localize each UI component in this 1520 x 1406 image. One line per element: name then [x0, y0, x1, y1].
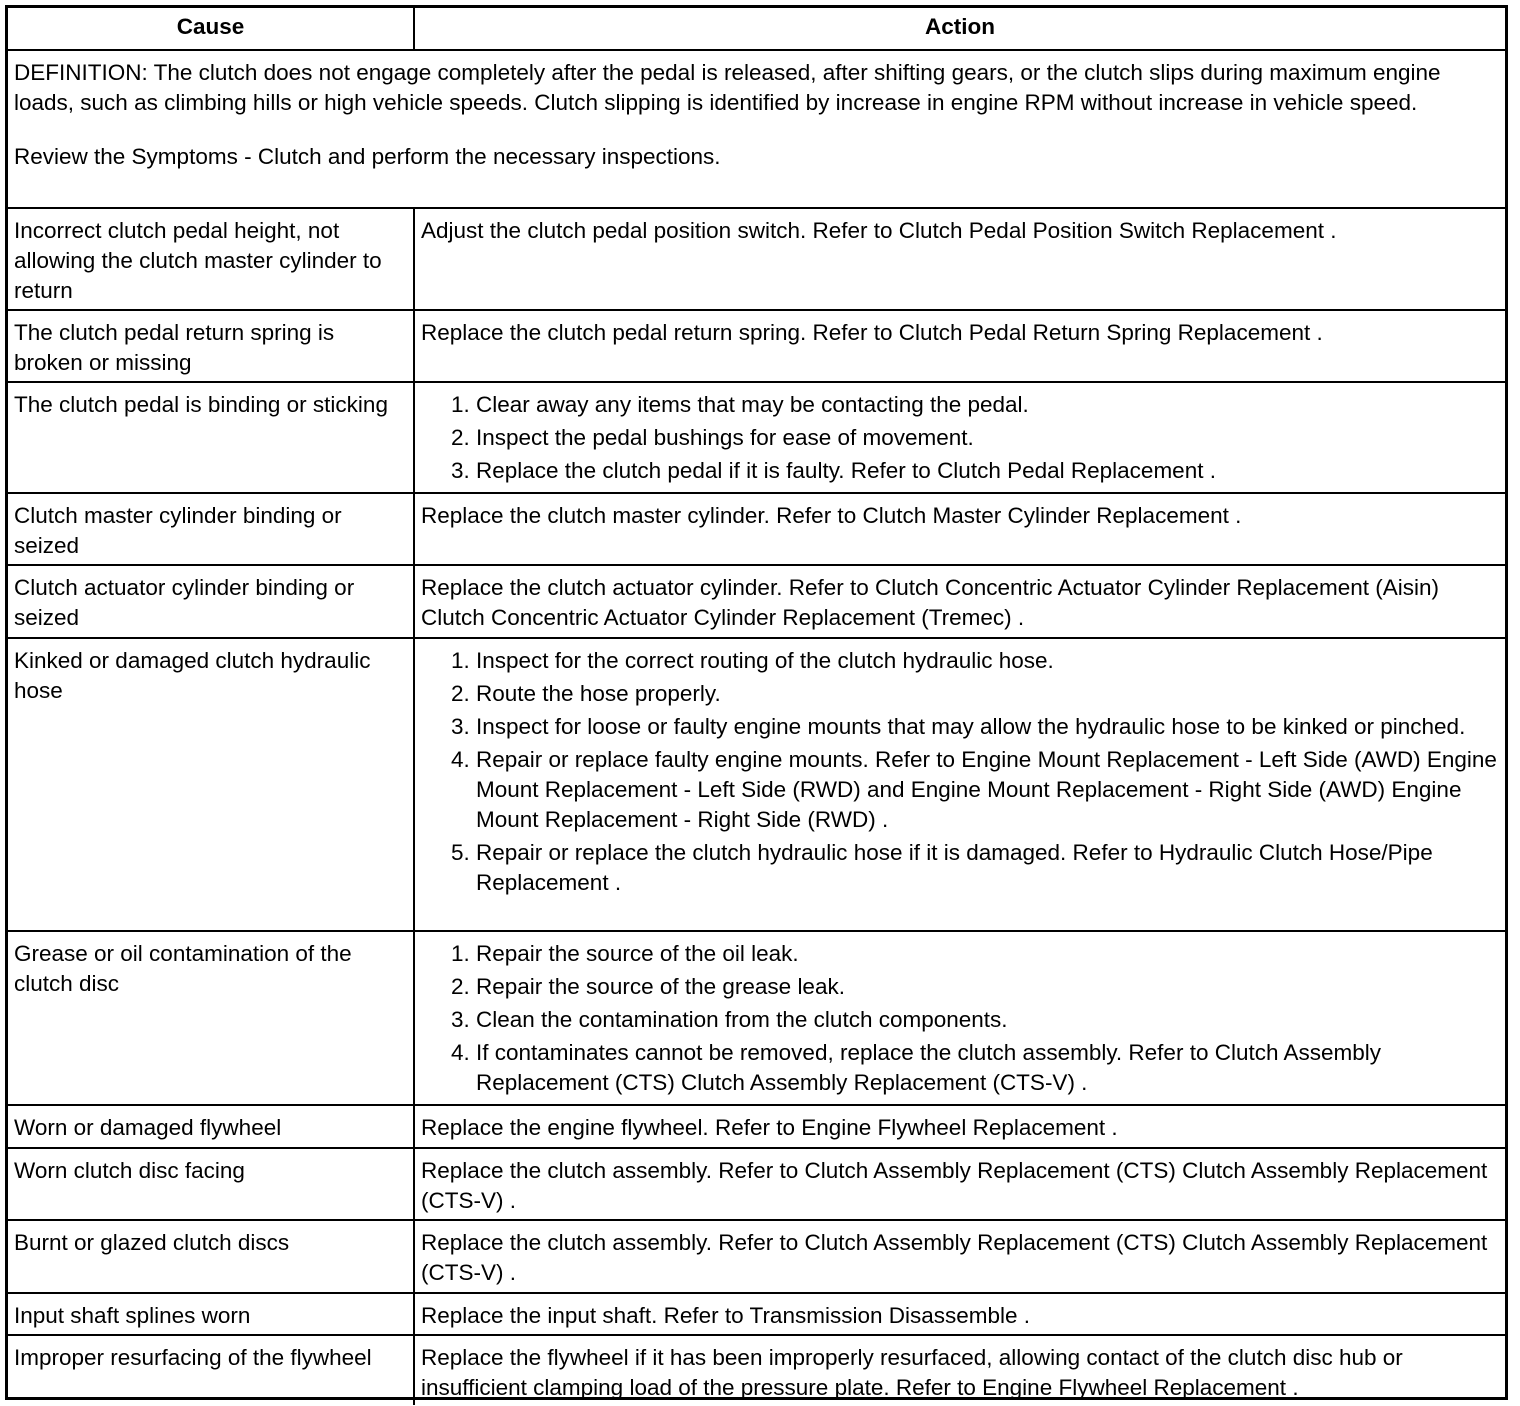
cause-cell: Burnt or glazed clutch discs — [8, 1220, 414, 1293]
action-cell: Replace the clutch assembly. Refer to Clutch Assembly Replacement (CTS) Clutch Assembly Replacement (CTS-V) . — [414, 1220, 1505, 1293]
table-row — [8, 382, 1505, 493]
table-row — [8, 565, 1505, 638]
action-cell — [414, 931, 1505, 1105]
header-row — [8, 8, 1505, 50]
table-row — [8, 1148, 1505, 1220]
action-cell: Replace the flywheel if it has been improperly resurfaced, allowing contact of the clutch disc hub or insufficient clamping load of the pressure plate. Refer to Engine Flywheel Replacement . — [414, 1335, 1505, 1405]
cause-cell: Worn clutch disc facing — [8, 1148, 414, 1220]
action-step: 2. Repair the source of the grease leak. — [476, 972, 1499, 1002]
table-row — [8, 638, 1505, 931]
table-row — [8, 310, 1505, 382]
action-cell: Replace the clutch assembly. Refer to Clutch Assembly Replacement (CTS) Clutch Assembly Replacement (CTS-V) . — [414, 1148, 1505, 1220]
action-step: 1. Clear away any items that may be contacting the pedal. — [476, 390, 1499, 420]
action-step: 1. Inspect for the correct routing of the clutch hydraulic hose. — [476, 646, 1499, 676]
definition-text: DEFINITION: The clutch does not engage completely after the pedal is released, after shifting gears, or the clutch slips during maximum engine loads, such as climbing hills or high vehicle speeds. Clutch slipping is identified by increase in engine RPM without increase in vehicle speed. — [14, 60, 1441, 115]
cause-cell: Clutch actuator cylinder binding or seized — [8, 565, 414, 638]
diagnostic-table — [8, 8, 1505, 1405]
cause-cell: Grease or oil contamination of the clutch disc — [8, 931, 414, 1105]
cause-cell: The clutch pedal is binding or sticking — [8, 382, 414, 493]
action-cell: Replace the engine flywheel. Refer to Engine Flywheel Replacement . — [414, 1105, 1505, 1148]
cause-cell: Kinked or damaged clutch hydraulic hose — [8, 638, 414, 931]
cause-cell: Input shaft splines worn — [8, 1293, 414, 1335]
cause-cell: Improper resurfacing of the flywheel — [8, 1335, 414, 1405]
action-cell: Adjust the clutch pedal position switch. Refer to Clutch Pedal Position Switch Replacement . — [414, 208, 1505, 310]
action-step: 4. Repair or replace faulty engine mounts. Refer to Engine Mount Replacement - Left Side (AWD) Engine Mount Replacement - Left Side (RWD) and Engine Mount Replacement - Right Side (AWD) Engine Mount Replacement - Right Side (RWD) . — [476, 745, 1499, 835]
table-row — [8, 931, 1505, 1105]
table-row — [8, 1293, 1505, 1335]
cause-cell: Clutch master cylinder binding or seized — [8, 493, 414, 565]
review-symptoms-text: Review the Symptoms - Clutch and perform the necessary inspections. — [14, 144, 721, 169]
action-cell: Replace the clutch pedal return spring. Refer to Clutch Pedal Return Spring Replacement . — [414, 310, 1505, 382]
table-row — [8, 208, 1505, 310]
table-row — [8, 1335, 1505, 1405]
diagnostic-table-frame — [5, 5, 1508, 1400]
action-cell: Replace the input shaft. Refer to Transmission Disassemble . — [414, 1293, 1505, 1335]
action-header: Action — [414, 8, 1505, 50]
action-step: 3. Clean the contamination from the clutch components. — [476, 1005, 1499, 1035]
action-cell — [414, 638, 1505, 931]
action-steps — [421, 390, 1499, 486]
action-cell — [414, 382, 1505, 493]
action-step: 2. Inspect the pedal bushings for ease of movement. — [476, 423, 1499, 453]
definition-cell — [8, 50, 1505, 208]
action-step: 4. If contaminates cannot be removed, replace the clutch assembly. Refer to Clutch Assembly Replacement (CTS) Clutch Assembly Replacement (CTS-V) . — [476, 1038, 1499, 1098]
cause-cell: Incorrect clutch pedal height, not allowing the clutch master cylinder to return — [8, 208, 414, 310]
action-step: 1. Repair the source of the oil leak. — [476, 939, 1499, 969]
action-step: 5. Repair or replace the clutch hydraulic hose if it is damaged. Refer to Hydraulic Clutch Hose/Pipe Replacement . — [476, 838, 1499, 898]
definition-row — [8, 50, 1505, 208]
table-row — [8, 493, 1505, 565]
table-row — [8, 1220, 1505, 1293]
action-cell: Replace the clutch actuator cylinder. Refer to Clutch Concentric Actuator Cylinder Replacement (Aisin) Clutch Concentric Actuator Cylinder Replacement (Tremec) . — [414, 565, 1505, 638]
cause-cell: The clutch pedal return spring is broken or missing — [8, 310, 414, 382]
action-cell: Replace the clutch master cylinder. Refer to Clutch Master Cylinder Replacement . — [414, 493, 1505, 565]
action-step: 3. Inspect for loose or faulty engine mounts that may allow the hydraulic hose to be kinked or pinched. — [476, 712, 1499, 742]
cause-cell: Worn or damaged flywheel — [8, 1105, 414, 1148]
action-steps — [421, 646, 1499, 898]
table-row — [8, 1105, 1505, 1148]
cause-header: Cause — [8, 8, 414, 50]
action-steps — [421, 939, 1499, 1098]
action-step: 3. Replace the clutch pedal if it is faulty. Refer to Clutch Pedal Replacement . — [476, 456, 1499, 486]
action-step: 2. Route the hose properly. — [476, 679, 1499, 709]
